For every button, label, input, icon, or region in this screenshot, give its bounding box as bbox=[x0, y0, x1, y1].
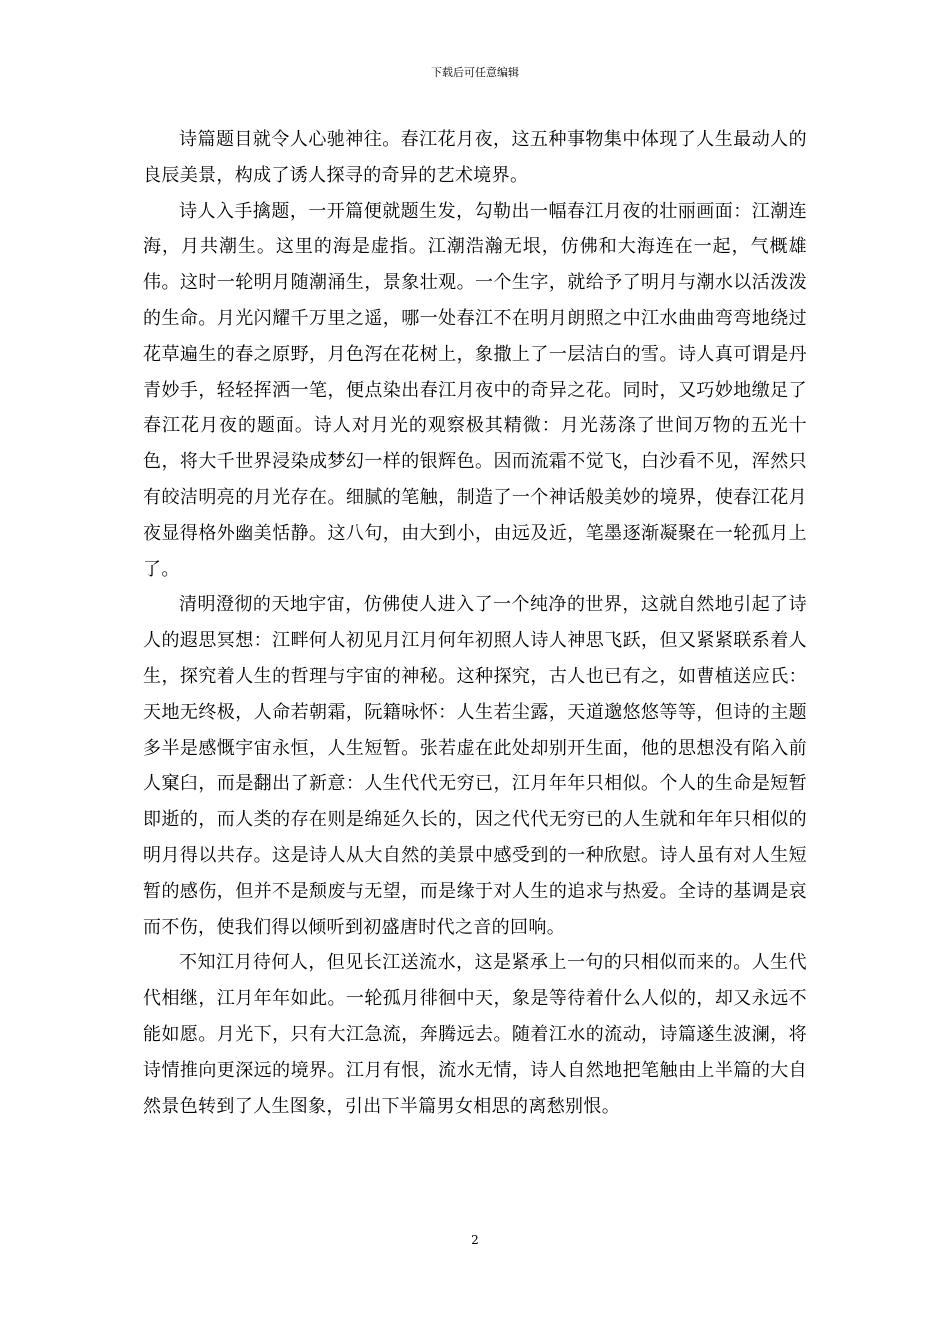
paragraph: 不知江月待何人，但见长江送流水，这是紧承上一句的只相似而来的。人生代代相继，江月年年如此。一轮孤月徘徊中天，象是等待着什么人似的，却又永远不能如愿。月光下，只有大江急流，奔腾远去。随着江水的流动，诗篇遂生波澜，将诗情推向更深远的境界。江月有恨，流水无情，诗人自然地把笔触由上半篇的大自然景色转到了人生图象，引出下半篇男女相思的离愁别恨。 bbox=[143, 952, 807, 1117]
paragraph: 清明澄彻的天地宇宙，仿佛使人进入了一个纯净的世界，这就自然地引起了诗人的遐思冥想：江畔何人初见月江月何年初照人诗人神思飞跃，但又紧紧联系着人生，探究着人生的哲理与宇宙的神秘。这种探究，古人也已有之，如曹植送应氏：天地无终极，人命若朝霜，阮籍咏怀：人生若尘露，天道邈悠悠等等，但诗的主题多半是感慨宇宙永恒，人生短暂。张若虚在此处却别开生面，他的思想没有陷入前人窠臼，而是翻出了新意：人生代代无穷已，江月年年只相似。个人的生命是短暂即逝的，而人类的存在则是绵延久长的，因之代代无穷已的人生就和年年只相似的明月得以共存。这是诗人从大自然的美景中感受到的一种欣慰。诗人虽有对人生短暂的感伤，但并不是颓废与无望，而是缘于对人生的追求与热爱。全诗的基调是哀而不伤，使我们得以倾听到初盛唐时代之音的回响。 bbox=[143, 594, 807, 938]
document-body bbox=[143, 122, 807, 1124]
paragraph: 诗人入手擒题，一开篇便就题生发，勾勒出一幅春江月夜的壮丽画面：江潮连海，月共潮生。这里的海是虚指。江潮浩瀚无垠，仿佛和大海连在一起，气概雄伟。这时一轮明月随潮涌生，景象壮观。一个生字，就给予了明月与潮水以活泼泼的生命。月光闪耀千万里之遥，哪一处春江不在明月朗照之中江水曲曲弯弯地绕过花草遍生的春之原野，月色泻在花树上，象撒上了一层洁白的雪。诗人真可谓是丹青妙手，轻轻挥洒一笔，便点染出春江月夜中的奇异之花。同时，又巧妙地缴足了春江花月夜的题面。诗人对月光的观察极其精微：月光荡涤了世间万物的五光十色，将大千世界浸染成梦幻一样的银辉色。因而流霜不觉飞，白沙看不见，浑然只有皎洁明亮的月光存在。细腻的笔触，制造了一个神话般美妙的境界，使春江花月夜显得格外幽美恬静。这八句，由大到小，由远及近，笔墨逐渐凝聚在一轮孤月上了。 bbox=[143, 200, 807, 580]
page-number: 2 bbox=[471, 1233, 479, 1247]
paragraph: 诗篇题目就令人心驰神往。春江花月夜，这五种事物集中体现了人生最动人的良辰美景，构成了诱人探寻的奇异的艺术境界。 bbox=[143, 129, 807, 186]
page-header: 下载后可任意编辑 bbox=[431, 66, 519, 79]
